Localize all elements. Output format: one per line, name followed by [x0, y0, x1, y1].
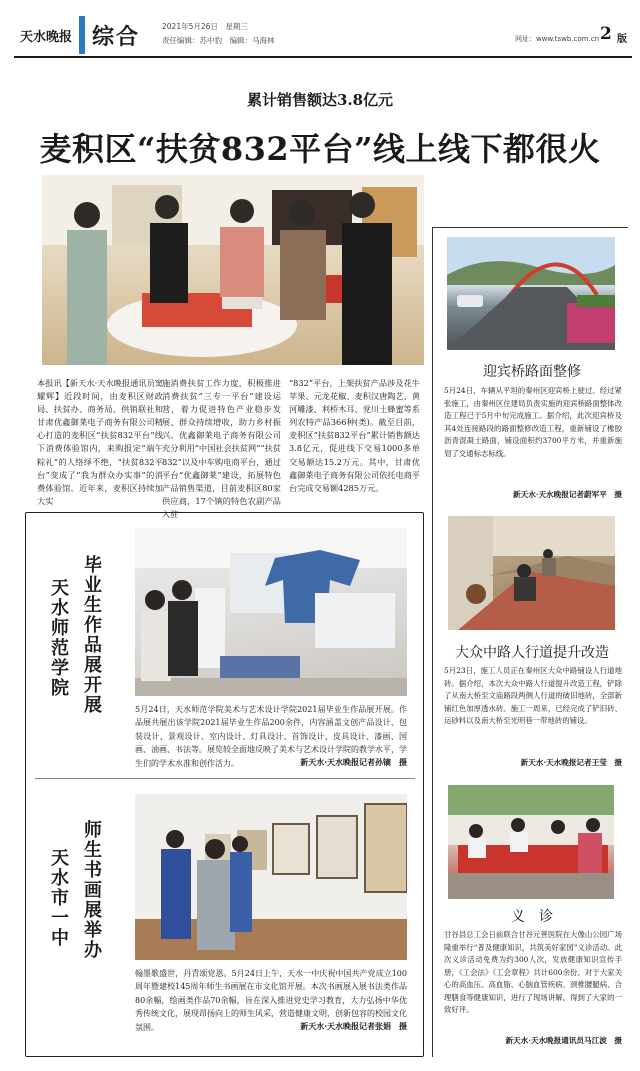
main-article-text-3: “832”平台，上架扶贫产品涉及花牛苹果、元龙花椒、麦积汉唐陶艺、黄河雕漆、利桥木耳、党川土蜂蜜等系列农特产品366种(类)。截至目前，麦积区“扶贫832平台”累计销售额达3.8亿元，促进线下交易1000多单交易额达15.2万元。其中，甘肃优鑫御莱电子商务有限公司依托电商平台完成交易额4285万元。: [289, 378, 421, 493]
free-clinic-photo: [448, 785, 614, 899]
main-article-column-2: [162, 377, 281, 521]
clinic-story-text: 甘谷县总工会日前联合甘谷元善医院在大像山公园广场隆重举行“普及健康知识，共筑美好家园”义诊活动。此次义诊活动免费为约300人次，发放健康知识宣传手册，《工会法》《工会章程》共计600余份。对于大家关心的高血压、高血脂、心脑血管疾病、颈椎腰腿病、合理膳食等健康知识，进行了现场讲解，得到了大家的一致好评。: [444, 930, 622, 1014]
section-title: 综合: [92, 24, 141, 50]
main-kicker: 累计销售额达3.8亿元: [246, 91, 394, 109]
clinic-photo-credit: 新天水·天水晚报通讯员马江波 摄: [505, 1036, 622, 1045]
calligraphy-title-line-2: 师生书画展举办: [81, 820, 102, 960]
calligraphy-exhibition-photo: [135, 794, 407, 960]
main-article-column-3: [289, 377, 420, 495]
calligraphy-photo-credit: 新天水·天水晚报记者张娟 摄: [300, 1021, 407, 1031]
main-photo: [42, 175, 424, 365]
sidewalk-photo-credit: 新天水·天水晚报记者王莹 摄: [520, 758, 622, 767]
bridge-story-title: 迎宾桥路面整修: [483, 364, 581, 380]
graduation-title-line-2: 毕业生作品展开展: [81, 555, 102, 715]
main-article-column-1: [37, 377, 163, 508]
section-accent-bar: [79, 16, 85, 54]
bridge-photo: [447, 237, 615, 350]
page-suffix: 版: [617, 34, 627, 45]
issue-date: 2021年5月26日 星期三: [162, 22, 248, 31]
sidewalk-story-title: 大众中路人行道提升改造: [455, 645, 609, 661]
sidewalk-story-text: 5月23日，施工人员正在秦州区大众中路铺设人行道地砖。据介绍，本次大众中路人行道提升改造工程，铲除了从南大桥至文庙路段两侧人行道的破旧地砖，全部新铺红色加厚透水砖。施工一周来，已经完成了铲旧砖、运砂料以及南大桥至光明巷一带地砖的铺设。: [444, 666, 622, 725]
main-headline: 麦积区“扶贫832平台”线上线下都很火: [39, 130, 601, 168]
bridge-photo-credit: 新天水·天水晚报记者蔚军平 摄: [513, 490, 622, 499]
editor-credits: 责任编辑：苏中豹 编辑：马海林: [162, 36, 275, 45]
sidewalk-photo: [448, 516, 615, 630]
graduation-caption-text: 5月24日，天水师范学院美术与艺术设计学院2021届毕业生作品展开展。作品展共展出该学院2021届毕业生作品200余件，内容涵盖文创产品设计、包装设计、景观设计、室内设计、灯具设计、首饰设计、皮具设计、漆画、国画、油画、书法等。展览较全面地反映了美术与艺术设计学院的教学水平，学生们的学术水准和创作活力。: [135, 705, 407, 768]
clinic-story-title: 义 诊: [511, 909, 553, 925]
website-url: 网址：www.tswb.com.cn: [515, 35, 600, 43]
graduation-photo-credit: 新天水·天水晚报记者孙镝 摄: [300, 757, 407, 767]
graduation-title-line-1: 天水师范学院: [48, 578, 69, 698]
graduation-exhibition-photo: [135, 528, 407, 696]
main-article-text-1: 本报讯【新天水·天水晚报通讯员窦耀辉】近段时间，由麦积区财政局、扶贫办、商务局、供销联社和甘肃优鑫御莱电子商务有限公司精心打造的麦积区“扶贫832平台”线下消费体验馆内，来购报定“端午粽礼”的人络绎不绝，“扶贫832平台”变成了“我为群众办实事”的消费体验馆。近年来，麦积区持续加大实: [37, 378, 163, 506]
main-article-text-2: 施消费扶贫工作力度，积极推进消费扶贫“三专一平台”建设运营，着力促进特色产业稳步发展、群众持续增收，助力乡村振兴。优鑫御莱电子商务有限公司充分利用“中国社会扶贫网”“扶贫832”以及中车购电商平台，通过平台“优鑫御莱”建设，拓展特色产品销售渠道，目前麦积区80家供应商，17个镇的特色农副产品入驻: [162, 378, 281, 519]
bridge-story-text: 5月24日，车辆从平坦的秦州区迎宾桥上驶过。经过紧张施工，由秦州区住建局负责实施的迎宾桥路面整体改造工程已于5月中旬完成施工。据介绍，此次迎宾桥及其4处连接路段的路面整修改造工程，重新铺设了橡胶沥青混凝土路面，铺设面积约3700平方米，并重新施划了交通标志标线。: [444, 386, 622, 458]
page-number: 2: [600, 24, 612, 44]
calligraphy-caption-text: 翰墨歌盛世，丹青颂党恩。5月24日上午，天水一中庆祝中国共产党成立100周年暨建校145周年师生书画展在市文化馆开展。本次书画展入展书法类作品80余幅，绘画类作品70余幅，旨在深入推进党史学习教育，大力弘扬中华优秀传统文化，展现昂扬向上的师生风采，营造健康文明，创新包容的校园文化氛围。: [135, 969, 407, 1032]
left-box-divider: [35, 778, 415, 779]
calligraphy-title-line-1: 天水市一中: [48, 848, 69, 948]
header-rule: [14, 56, 632, 58]
newspaper-brand: 天水晚报: [20, 30, 73, 45]
